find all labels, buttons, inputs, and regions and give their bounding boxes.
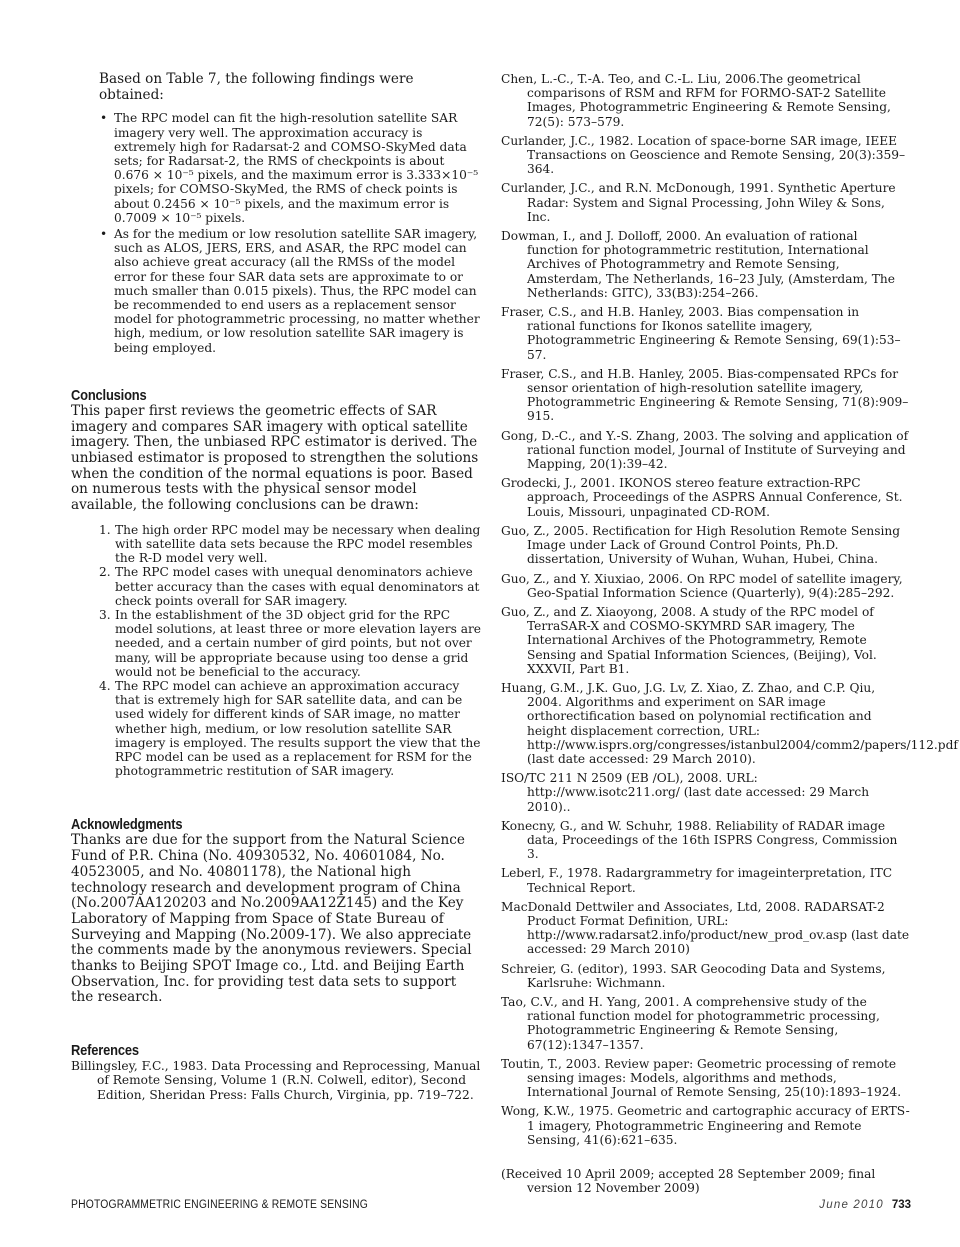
- reference-entry: Tao, C.V., and H. Yang, 2001. A comprehensive study of the rational function model for photogrammetric processing, Photogrammetric Engineering & Remote Sensing, 67(12):1347–1357.: [501, 994, 880, 1052]
- reference-entry: Wong, K.W., 1975. Geometric and cartographic accuracy of ERTS-1 imagery, Photogrammetric Engineering and Remote Sensing, 41(6):621–635.: [501, 1104, 910, 1147]
- conclusion-text: The high order RPC model may be necessary when dealing with satellite data sets because the RPC model resembles the R-D model very well.: [115, 522, 481, 566]
- references-list-right: [501, 72, 958, 1147]
- issue-date: June 2010: [819, 1199, 884, 1211]
- references-list-left: [71, 1059, 482, 1102]
- reference-entry: ISO/TC 211 N 2509 (EB /OL), 2008. URL: http://www.isotc211.org/ (last date accessed: 29 March 2010)..: [501, 771, 870, 814]
- footer-issue: [819, 1199, 911, 1211]
- reference-entry: Toutin, T., 2003. Review paper: Geometric processing of remote sensing images: Models, algorithms and methods, International Journal of Remote Sensing, 25(10):1893–1924.: [501, 1056, 902, 1100]
- conclusion-number: 2.: [99, 565, 111, 580]
- conclusion-number: 3.: [99, 608, 111, 622]
- reference-entry: Leberl, F., 1978. Radargrammetry for imageinterpretation, ITC Technical Report.: [501, 866, 893, 895]
- conclusions-section: [71, 387, 482, 779]
- reference-entry: Konecny, G., and W. Schuhr, 1988. Reliability of RADAR image data, Proceedings of the 16th ISPRS Congress, Commission 3.: [501, 818, 898, 862]
- references-section: [71, 1042, 482, 1102]
- reference-entry: Huang, G.M., J.K. Guo, J.G. Lv, Z. Xiao, Z. Zhao, and C.P. Qiu, 2004. Algorithms and experiment on SAR image orthorectification based on polynomial rectification and height displacement correction, URL: http://www.isprs.org/congresses/istanbul2004/comm2/papers/112.pdf (last date accessed: 29 March 2010).: [501, 680, 958, 766]
- reference-entry: Fraser, C.S., and H.B. Hanley, 2003. Bias compensation in rational functions for Ikonos satellite imagery, Photogrammetric Engineering & Remote Sensing, 69(1):53–57.: [501, 305, 901, 362]
- reference-entry: Guo, Z., and Y. Xiuxiao, 2006. On RPC model of satellite imagery, Geo-Spatial Information Science (Quarterly), 9(4):285–292.: [501, 571, 903, 600]
- conclusion-item: [99, 522, 482, 566]
- reference-entry: Grodecki, J., 2001. IKONOS stereo feature extraction-RPC approach, Proceedings of the ASPRS Annual Conference, St. Louis, Missouri, unpaginated CD-ROM.: [501, 476, 903, 519]
- reference-entry: Curlander, J.C., 1982. Location of space-borne SAR image, IEEE Transactions on Geoscience and Remote Sensing, 20(3):359–364.: [501, 133, 906, 177]
- findings-intro: Based on Table 7, the following findings were obtained:: [99, 71, 414, 103]
- page-number: 733: [891, 1199, 911, 1211]
- reference-entry: Curlander, J.C., and R.N. McDonough, 1991. Synthetic Aperture Radar: System and Signal Processing, John Wiley & Sons, Inc.: [501, 181, 896, 224]
- conclusions-paragraph: This paper first reviews the geometric effects of SAR imagery and compares SAR imagery with optical satellite imagery. Then, the unbiased RPC estimator is derived. The unbiased estimator is proposed to strengthen the solutions when the condition of the normal equations is poor. Based on numerous tests with the physical sensor model available, the following conclusions can be drawn:: [71, 402, 479, 514]
- reference-entry: Billingsley, F.C., 1983. Data Processing and Reprocessing, Manual of Remote Sensing, Volume 1 (R.N. Colwell, editor), Second Edition, Sheridan Press: Falls Church, Virginia, pp. 719–722.: [71, 1059, 481, 1102]
- conclusions-heading: Conclusions: [71, 386, 147, 404]
- conclusion-item: [99, 679, 482, 779]
- findings-list: [71, 111, 482, 354]
- acknowledgments-paragraph: Thanks are due for the support from the Natural Science Fund of P.R. China (No. 40930532, No. 40601084, No. 40523005, and No. 40801178), the National high technology research and development program of China (No.2007AA120203 and No.2009AA12Z145) and the Key Laboratory of Mapping from Space of State Bureau of Surveying and Mapping (No.2009-17). We also appreciate the comments made by the anonymous reviewers. Special thanks to Beijing SPOT Image co., Ltd. and Beijing Earth Observation, Inc. for providing test data sets to support the research.: [71, 832, 472, 1006]
- reference-entry: Gong, D.-C., and Y.-S. Zhang, 2003. The solving and application of rational function model, Journal of Institute of Surveying and Mapping, 20(1):39–42.: [501, 428, 909, 472]
- conclusions-list: [71, 523, 482, 779]
- finding-item: • The RPC model can fit the high-resolution satellite SAR imagery very well. The approximation accuracy is extremely high for Radarsat-2 and COMSO-SkyMed data sets; for Radarsat-2, the RMS of checkpoints is about 0.676 × 10⁻⁵ pixels, and the maximum error is 3.333×10⁻⁵ pixels; for COMSO-SkyMed, the RMS of check points is about 0.2456 × 10⁻⁵ pixels, and the maximum error is 0.7009 × 10⁻⁵ pixels.: [114, 111, 482, 225]
- left-column: [71, 72, 482, 1107]
- reference-entry: Guo, Z., 2005. Rectification for High Resolution Remote Sensing Image under Lack of Ground Control Points, Ph.D. dissertation, University of Wuhan, Wuhan, Hubei, China.: [501, 523, 901, 567]
- conclusion-text: In the establishment of the 3D object grid for the RPC model solutions, at least three or more elevation layers are needed, and a certain number of gird points, but not over many, will be appropriate because using too dense a grid would not be beneficial to the accuracy.: [115, 608, 482, 679]
- reference-entry: Fraser, C.S., and H.B. Hanley, 2005. Bias-compensated RPCs for sensor orientation of high-resolution satellite imagery, Photogrammetric Engineering & Remote Sensing, 71(8):909–915.: [501, 366, 909, 424]
- reference-entry: Guo, Z., and Z. Xiaoyong, 2008. A study of the RPC model of TerraSAR-X and COSMO-SKYMRD SAR imagery, The International Archives of the Photogrammetry, Remote Sensing and Spatial Information Sciences, (Beijing), Vol. XXXVII, Part B1.: [501, 604, 877, 676]
- conclusion-number: 4.: [99, 679, 111, 694]
- conclusion-item: [99, 565, 482, 608]
- reference-entry: Dowman, I., and J. Dolloff, 2000. An evaluation of rational function for photogrammetric restitution, International Archives of Photogrammetry and Remote Sensing, Amsterdam, The Netherlands, 16–23 July, (Amsterdam, The Netherlands: GITC), 33(B3):254–266.: [501, 229, 895, 300]
- conclusion-text: The RPC model cases with unequal denominators achieve better accuracy than the cases with equal denominators at check points overall for SAR imagery.: [115, 565, 480, 608]
- acknowledgments-heading: Acknowledgments: [71, 816, 183, 834]
- reference-entry: MacDonald Dettwiler and Associates, Ltd, 2008. RADARSAT-2 Product Format Definition, URL: http://www.radarsat2.info/product/new_prod_ov.asp (last date accessed: 29 March 2010): [501, 899, 910, 957]
- received-dates: (Received 10 April 2009; accepted 28 September 2009; final version 12 November 2009): [501, 1167, 876, 1196]
- reference-entry: Schreier, G. (editor), 1993. SAR Geocoding Data and Systems, Karlsruhe: Wichmann.: [501, 961, 886, 990]
- journal-name: PHOTOGRAMMETRIC ENGINEERING & REMOTE SENSING: [71, 1199, 368, 1211]
- reference-entry: Chen, L.-C., T.-A. Teo, and C.-L. Liu, 2006.The geometrical comparisons of RSM and RFM for FORMO-SAT-2 Satellite Images, Photogrammetric Engineering & Remote Sensing, 72(5): 573–579.: [501, 72, 891, 129]
- conclusion-number: 1.: [99, 522, 111, 537]
- right-column: [501, 72, 958, 1208]
- references-heading: References: [71, 1042, 139, 1060]
- finding-item: • As for the medium or low resolution satellite SAR imagery, such as ALOS, JERS, ERS, and ASAR, the RPC model can also achieve great accuracy (all the RMSs of the model error for these four SAR data sets are approximate to or much smaller than 0.015 pixels). Thus, the RPC model can be recommended to end users as a replacement sensor model for photogrammetric processing, no matter whether high, medium, or low resolution satellite SAR imagery is being employed.: [114, 227, 482, 355]
- acknowledgments-section: [71, 816, 482, 1006]
- conclusion-item: [99, 608, 482, 679]
- conclusion-text: The RPC model can achieve an approximation accuracy that is extremely high for SAR satellite data, and can be used widely for different kinds of SAR image, no matter whether high, medium, or low resolution satellite SAR imagery is employed. The results support the view that the RPC model can be used as a replacement for RSM for the photogrammetric restitution of SAR imagery.: [115, 679, 481, 779]
